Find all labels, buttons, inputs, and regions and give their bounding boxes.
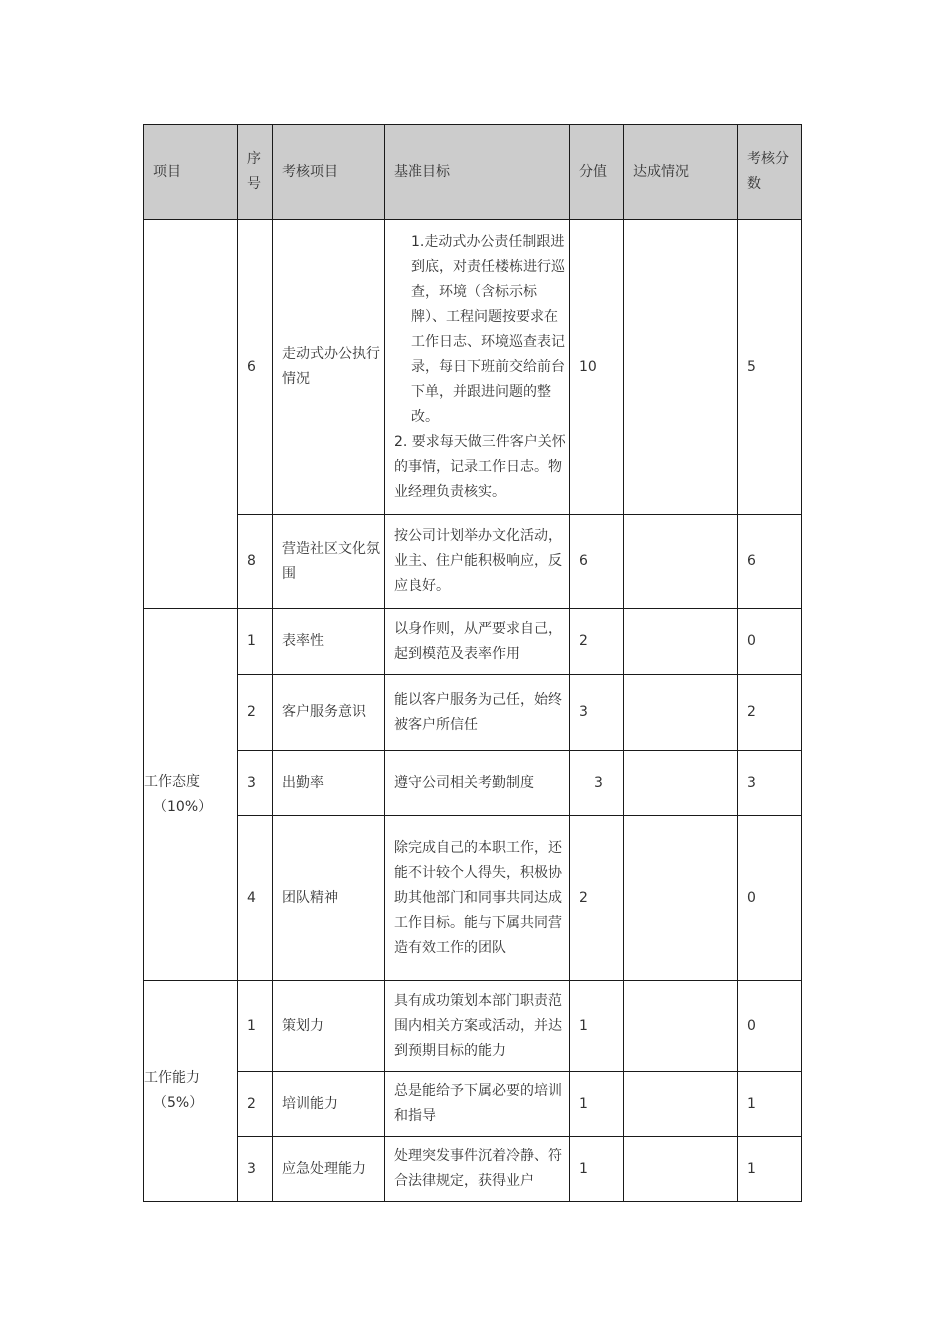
- seq-cell: 2: [238, 1072, 273, 1137]
- seq-cell: 6: [238, 220, 273, 515]
- achieve-cell[interactable]: [624, 675, 738, 751]
- table-row: [144, 220, 802, 515]
- achieve-cell[interactable]: [624, 515, 738, 609]
- target-cell: 能以客户服务为己任，始终被客户所信任: [385, 675, 570, 751]
- category-cell-empty: [144, 220, 238, 609]
- achieve-cell[interactable]: [624, 1072, 738, 1137]
- header-row: [144, 125, 802, 220]
- header-result: 考核分数: [738, 125, 802, 220]
- score-cell: 2: [570, 609, 624, 675]
- result-cell: 6: [738, 515, 802, 609]
- score-cell: 3: [570, 675, 624, 751]
- header-seq: 序号: [238, 125, 273, 220]
- target-line-1: 1.走动式办公责任制跟进到底，对责任楼栋进行巡查，环境（含标示标牌）、工程问题按要求在工作日志、环境巡查表记录，每日下班前交给前台下单，并跟进问题的整改。: [411, 233, 565, 425]
- assessment-table: [143, 124, 802, 1202]
- seq-cell: 3: [238, 1137, 273, 1202]
- score-cell: 1: [570, 1137, 624, 1202]
- seq-cell: 4: [238, 816, 273, 981]
- table-row: [144, 609, 802, 675]
- seq-cell: 1: [238, 609, 273, 675]
- target-cell: 按公司计划举办文化活动，业主、住户能积极响应，反应良好。: [385, 515, 570, 609]
- score-cell: 2: [570, 816, 624, 981]
- item-cell: 应急处理能力: [273, 1137, 385, 1202]
- score-cell: 1: [570, 1072, 624, 1137]
- table-row: [144, 816, 802, 981]
- item-cell: 策划力: [273, 981, 385, 1072]
- target-cell: 具有成功策划本部门职责范围内相关方案或活动，并达到预期目标的能力: [385, 981, 570, 1072]
- table-row: [144, 1072, 802, 1137]
- header-score: 分值: [570, 125, 624, 220]
- category-ability-weight: （5%）: [153, 1095, 204, 1111]
- result-cell: 5: [738, 220, 802, 515]
- table-row: [144, 675, 802, 751]
- result-cell: 0: [738, 816, 802, 981]
- achieve-cell[interactable]: [624, 751, 738, 816]
- score-cell: 3: [570, 751, 624, 816]
- seq-cell: 1: [238, 981, 273, 1072]
- score-cell: 1: [570, 981, 624, 1072]
- target-cell: 总是能给予下属必要的培训和指导: [385, 1072, 570, 1137]
- score-cell: 6: [570, 515, 624, 609]
- achieve-cell[interactable]: [624, 816, 738, 981]
- item-cell: 出勤率: [273, 751, 385, 816]
- header-target: 基准目标: [385, 125, 570, 220]
- category-ability-name: 工作能力: [144, 1070, 200, 1086]
- target-cell: 处理突发事件沉着冷静、符合法律规定，获得业户: [385, 1137, 570, 1202]
- target-cell: [385, 220, 570, 515]
- table-row: [144, 1137, 802, 1202]
- result-cell: 0: [738, 981, 802, 1072]
- category-cell-attitude: [144, 609, 238, 981]
- item-cell: 培训能力: [273, 1072, 385, 1137]
- seq-cell: 2: [238, 675, 273, 751]
- result-cell: 1: [738, 1137, 802, 1202]
- item-cell: 表率性: [273, 609, 385, 675]
- item-cell: 走动式办公执行情况: [273, 220, 385, 515]
- target-cell: 以身作则，从严要求自己，起到模范及表率作用: [385, 609, 570, 675]
- result-cell: 0: [738, 609, 802, 675]
- header-item: 考核项目: [273, 125, 385, 220]
- achieve-cell[interactable]: [624, 609, 738, 675]
- score-cell: 10: [570, 220, 624, 515]
- seq-cell: 3: [238, 751, 273, 816]
- achieve-cell[interactable]: [624, 981, 738, 1072]
- target-cell: 除完成自己的本职工作，还能不计较个人得失，积极协助其他部门和同事共同达成工作目标。能与下属共同营造有效工作的团队: [385, 816, 570, 981]
- result-cell: 2: [738, 675, 802, 751]
- category-attitude-weight: （10%）: [153, 798, 213, 815]
- achieve-cell[interactable]: [624, 220, 738, 515]
- category-attitude-name: 工作态度: [144, 773, 200, 790]
- item-cell: 团队精神: [273, 816, 385, 981]
- category-cell-ability: [144, 981, 238, 1202]
- result-cell: 3: [738, 751, 802, 816]
- achieve-cell[interactable]: [624, 1137, 738, 1202]
- table-row: [144, 751, 802, 816]
- table-row: [144, 515, 802, 609]
- target-cell: 遵守公司相关考勤制度: [385, 751, 570, 816]
- target-line-2: 2. 要求每天做三件客户关怀的事情，记录工作日志。物业经理负责核实。: [394, 433, 566, 500]
- header-project: 项目: [144, 125, 238, 220]
- item-cell: 营造社区文化氛围: [273, 515, 385, 609]
- table-row: [144, 981, 802, 1072]
- item-cell: 客户服务意识: [273, 675, 385, 751]
- header-achieve: 达成情况: [624, 125, 738, 220]
- seq-cell: 8: [238, 515, 273, 609]
- result-cell: 1: [738, 1072, 802, 1137]
